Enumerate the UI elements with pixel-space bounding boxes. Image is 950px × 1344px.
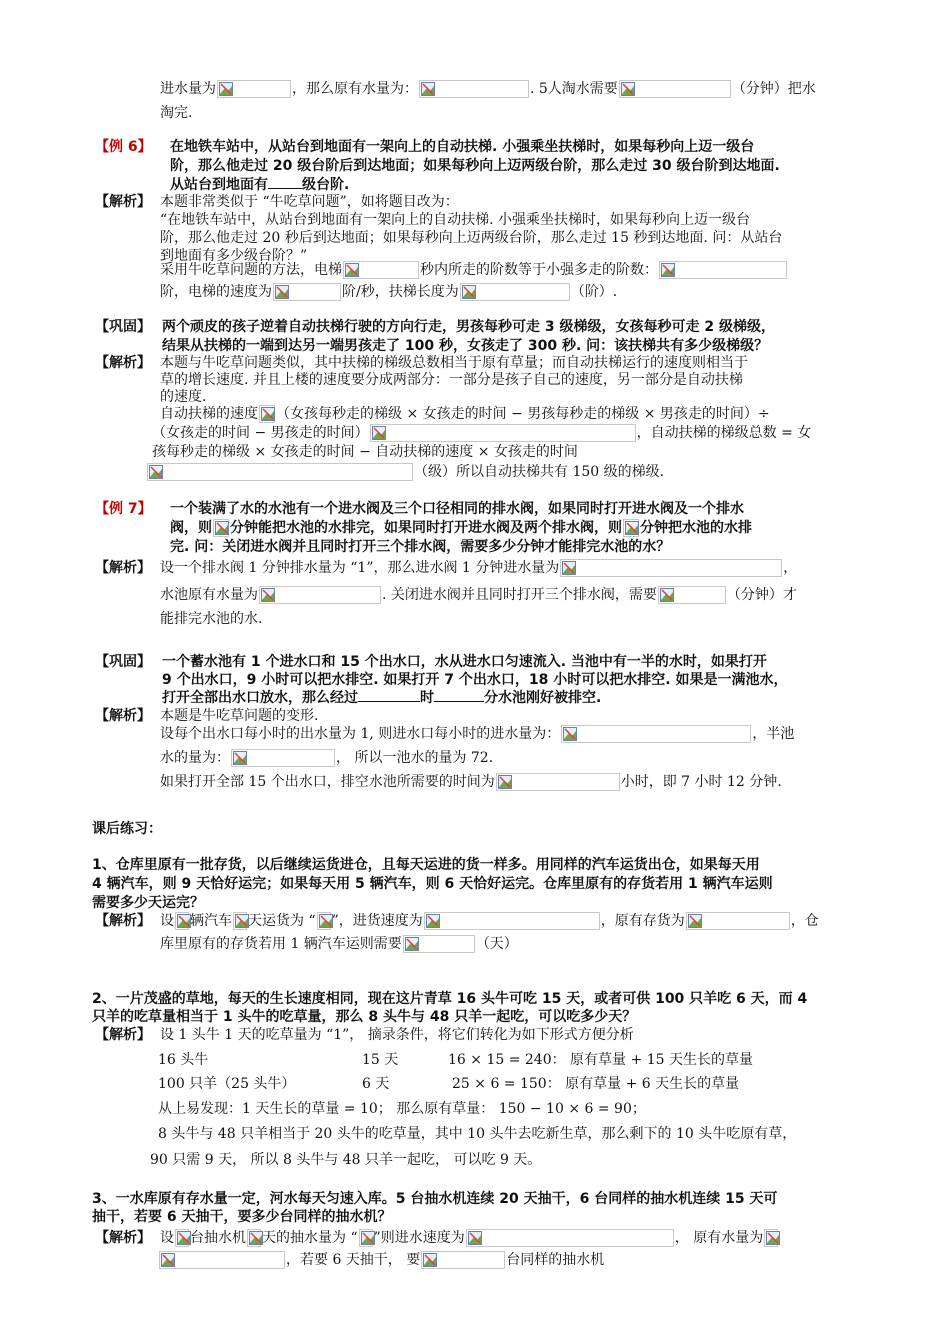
text: ，半池	[752, 726, 795, 742]
text: ”则进水速度为	[373, 1230, 465, 1246]
text: ， 原有水量为	[674, 1230, 764, 1246]
text: 天运货为 “	[248, 913, 316, 929]
question-text: 从站台到地面有	[170, 177, 268, 193]
formula-image	[560, 559, 782, 577]
question-text: 打开全部出水口放水，那么经过	[162, 690, 358, 706]
question-text: 分水池刚好被排空.	[484, 690, 602, 706]
text: ，仓	[790, 913, 819, 929]
broken-image-icon	[235, 914, 249, 928]
broken-image-icon	[621, 82, 635, 96]
question-text: 结果从扶梯的一端到达另一端男孩走了 100 秒，女孩走了 300 秒. 问：该扶梯共有多少级梯级？	[162, 338, 769, 354]
text: ，原有存货为	[600, 913, 685, 929]
text: 16 × 15 = 240： 原有草量 + 15 天生长的草量	[448, 1052, 753, 1068]
text: 秒内所走的阶数等于小强多走的阶数：	[420, 262, 658, 278]
broken-image-icon	[688, 914, 702, 928]
text: 的速度.	[160, 389, 207, 405]
text: 水的量为：	[160, 750, 230, 766]
text: 设每个出水口每小时的出水量为 1, 则进水口每小时的进水量为：	[160, 726, 561, 742]
analysis-tag: 【解析】	[95, 194, 151, 210]
formula-image	[619, 80, 731, 98]
text: ，若要 6 天抽干， 要	[286, 1252, 421, 1268]
formula-image	[217, 80, 291, 98]
broken-image-icon	[261, 407, 275, 421]
broken-image-icon	[249, 1231, 263, 1245]
broken-image-icon	[319, 914, 333, 928]
formula-image	[159, 1251, 285, 1269]
formula-image	[233, 912, 247, 930]
question-text: 2、一片茂盛的草地，每天的生长速度相同，现在这片青草 16 头牛可吃 15 天，或者可供 100 只羊吃 6 天，而 4	[92, 991, 808, 1007]
text: 100 只羊（25 头牛）	[158, 1076, 296, 1092]
text: 台同样的抽水机	[506, 1252, 605, 1268]
formula-image	[175, 1229, 189, 1247]
text: 小时，即 7 小时 12 分钟.	[620, 774, 782, 790]
question-text: 两个顽皮的孩子逆着自动扶梯行驶的方向行走，男孩每秒可走 3 级梯级，女孩每秒可走 2 级梯级，	[162, 319, 775, 335]
text: （分钟）才	[726, 587, 797, 603]
formula-image	[175, 912, 189, 930]
question-text: 时	[420, 690, 434, 706]
text: 25 × 6 = 150： 原有草量 + 6 天生长的草量	[452, 1076, 740, 1092]
analysis-tag: 【解析】	[95, 1230, 151, 1246]
formula-image	[421, 1251, 505, 1269]
text: 到地面有多少级台阶？”	[160, 248, 308, 264]
formula-image	[247, 1229, 261, 1247]
text: 淘完.	[160, 105, 193, 121]
text: 水池原有水量为	[160, 587, 258, 603]
broken-image-icon	[149, 465, 163, 479]
text: 设	[160, 913, 174, 929]
text: 设 1 头牛 1 天的吃草量为 “1”， 摘录条件，将它们转化为如下形式方便分析	[160, 1027, 634, 1043]
text: 15 天	[362, 1052, 399, 1068]
formula-image	[460, 283, 570, 301]
text: ，	[783, 560, 798, 576]
text: 孩每秒走的梯级 × 女孩走的时间 − 自动扶梯的速度 × 女孩走的时间	[152, 444, 578, 460]
text: 16 头牛	[158, 1052, 209, 1068]
example-tag: 【例 7】	[95, 501, 152, 517]
analysis-tag: 【解析】	[95, 708, 151, 724]
text: 90 只需 9 天， 所以 8 头牛与 48 只羊一起吃， 可以吃 9 天。	[150, 1152, 542, 1168]
text: 阶，那么他走过 20 秒后到达地面；如果每秒向上迈两级台阶，那么走过 15 秒到达地面. 问：从站台	[160, 230, 783, 246]
text: 设一个排水阀 1 分钟排水量为 “1”，那么进水阀 1 分钟进水量为	[160, 560, 560, 576]
text: 设	[160, 1230, 174, 1246]
text: 台抽水机	[190, 1230, 246, 1246]
text: 自动扶梯的速度	[160, 406, 258, 422]
text: ，那么原有水量为：	[292, 81, 418, 97]
text: 草的增长速度. 并且上楼的速度要分成两部分：一部分是孩子自己的速度，另一部分是自动扶梯	[160, 372, 743, 388]
text: ，自动扶梯的梯级总数 = 女	[636, 425, 812, 441]
broken-image-icon	[361, 1231, 375, 1245]
question-text: 3、一水库原有存水量一定，河水每天匀速入库。5 台抽水机连续 20 天抽干，6 台同样的抽水机连续 15 天可	[92, 1191, 778, 1207]
review-tag: 【巩固】	[95, 654, 151, 670]
broken-image-icon	[372, 426, 386, 440]
text: （阶）.	[570, 284, 618, 300]
text: （级）所以自动扶梯共有 150 级的梯级.	[414, 464, 665, 480]
broken-image-icon	[405, 937, 419, 951]
text: 进水量为	[160, 81, 216, 97]
text: ， 所以一池水的量为 72.	[336, 750, 494, 766]
question-text: 阶，那么他走过 20 级台阶后到达地面；如果每秒向上迈两级台阶，那么走过 30 级台阶到达地面.	[170, 158, 780, 174]
broken-image-icon	[275, 285, 289, 299]
broken-image-icon	[161, 1253, 175, 1267]
broken-image-icon	[233, 751, 247, 765]
broken-image-icon	[766, 1231, 780, 1245]
question-text: 在地铁车站中，从站台到地面有一架向上的自动扶梯. 小强乘坐扶梯时，如果每秒向上迈一级台	[170, 139, 755, 155]
formula-image	[147, 463, 413, 481]
formula-image	[359, 1229, 373, 1247]
broken-image-icon	[345, 263, 359, 277]
review-tag: 【巩固】	[95, 319, 151, 335]
formula-image	[317, 912, 331, 930]
text: 本题与牛吃草问题类似，其中扶梯的梯级总数相当于原有草量；而自动扶梯运行的速度则相当于	[160, 355, 748, 371]
section-title: 课后练习：	[92, 821, 162, 837]
broken-image-icon	[423, 1253, 437, 1267]
text: （女孩走的时间 − 男孩走的时间）	[152, 425, 369, 441]
formula-image	[259, 586, 381, 604]
broken-image-icon	[625, 521, 639, 535]
broken-image-icon	[468, 1231, 482, 1245]
answer-blank	[358, 701, 420, 702]
question-text: 抽干，若要 6 天抽干，要多少台同样的抽水机？	[92, 1209, 392, 1225]
analysis-tag: 【解析】	[95, 1027, 151, 1043]
formula-image	[623, 519, 639, 537]
answer-blank	[434, 701, 484, 702]
text: 能排完水池的水.	[160, 611, 263, 627]
analysis-tag: 【解析】	[95, 355, 151, 371]
text: 从上易发现：1 天生长的草量 = 10； 那么原有草量： 150 − 10 × 6 = 90；	[158, 1101, 646, 1117]
broken-image-icon	[563, 727, 577, 741]
text: “在地铁车站中，从站台到地面有一架向上的自动扶梯. 小强乘坐扶梯时，如果每秒向上迈一级台	[160, 212, 751, 228]
text: 如果打开全部 15 个出水口，排空水池所需要的时间为	[160, 774, 495, 790]
text: （天）	[475, 936, 518, 952]
text: 8 头牛与 48 只羊相当于 20 头牛的吃草量，其中 10 头牛去吃新生草，那么剩下的 10 头牛吃原有草，	[158, 1126, 797, 1142]
question-text: 需要多少天运完？	[92, 895, 204, 911]
answer-blank	[268, 188, 302, 189]
formula-image	[658, 586, 726, 604]
broken-image-icon	[426, 914, 440, 928]
formula-image	[466, 1229, 674, 1247]
broken-image-icon	[261, 588, 275, 602]
text: 库里原有的存货若用 1 辆汽车运则需要	[160, 936, 402, 952]
question-text: 完. 问：关闭进水阀并且同时打开三个排水阀，需要多少分钟才能排完水池的水？	[170, 539, 671, 555]
formula-image	[424, 912, 600, 930]
text: 采用牛吃草问题的方法，电梯	[160, 262, 342, 278]
formula-image	[370, 424, 636, 442]
formula-image	[343, 261, 419, 279]
question-text: 级台阶.	[302, 177, 350, 193]
broken-image-icon	[421, 82, 435, 96]
broken-image-icon	[219, 82, 233, 96]
formula-image	[259, 405, 275, 423]
text: 本题是牛吃草问题的变形.	[160, 708, 319, 724]
formula-image	[419, 80, 529, 98]
broken-image-icon	[215, 521, 229, 535]
text: . 关闭进水阀并且同时打开三个排水阀，需要	[382, 587, 657, 603]
formula-image	[659, 261, 787, 279]
text: 阶/秒，扶梯长度为	[342, 284, 459, 300]
analysis-tag: 【解析】	[95, 560, 151, 576]
broken-image-icon	[661, 263, 675, 277]
text: （分钟）把水	[731, 81, 816, 97]
question-text: 9 个出水口，9 小时可以把水排空. 如果打开 7 个出水口，18 小时可以把水排空. 如果是一满池水，	[162, 672, 788, 688]
broken-image-icon	[562, 561, 576, 575]
formula-image	[273, 283, 341, 301]
broken-image-icon	[177, 914, 191, 928]
text: 本题非常类似于 “牛吃草问题”，如将题目改为：	[160, 194, 459, 210]
question-text: 阀，则	[170, 520, 212, 536]
question-text: 分钟能把水池的水排完，如果同时打开进水阀及两个排水阀，则	[230, 520, 622, 536]
formula-image	[764, 1229, 778, 1247]
text: 6 天	[362, 1076, 390, 1092]
broken-image-icon	[660, 588, 674, 602]
broken-image-icon	[462, 285, 476, 299]
formula-image	[496, 773, 620, 791]
question-text: 只羊的吃草量相当于 1 头牛的吃草量，那么 8 头牛与 48 只羊一起吃，可以吃多少天？	[92, 1009, 637, 1025]
text: 天的抽水量为 “	[262, 1230, 358, 1246]
text: （女孩每秒走的梯级 × 女孩走的时间 − 男孩每秒走的梯级 × 男孩走的时间）÷	[276, 406, 770, 422]
text: ”，进货速度为	[331, 913, 423, 929]
question-text: 4 辆汽车，则 9 天恰好运完；如果每天用 5 辆汽车，则 6 天恰好运完。仓库里原有的存货若用 1 辆汽车运则	[92, 876, 773, 892]
formula-image	[686, 912, 790, 930]
question-text: 一个蓄水池有 1 个进水口和 15 个出水口，水从进水口匀速流入. 当池中有一半的水时，如果打开	[162, 654, 767, 670]
text: 辆汽车	[190, 913, 232, 929]
formula-image	[231, 749, 335, 767]
broken-image-icon	[498, 775, 512, 789]
example-tag: 【例 6】	[95, 139, 152, 155]
question-text: 一个装满了水的水池有一个进水阀及三个口径相同的排水阀，如果同时打开进水阀及一个排水	[170, 501, 744, 517]
question-text: 1、仓库里原有一批存货，以后继续运货进仓，且每天运进的货一样多。用同样的汽车运货出仓，如果每天用	[92, 857, 760, 873]
analysis-tag: 【解析】	[95, 913, 151, 929]
formula-image	[561, 725, 751, 743]
text: 阶，电梯的速度为	[160, 284, 272, 300]
formula-image	[403, 935, 475, 953]
text: . 5人淘水需要	[530, 81, 618, 97]
question-text: 分钟把水池的水排	[640, 520, 752, 536]
formula-image	[213, 519, 229, 537]
broken-image-icon	[177, 1231, 191, 1245]
